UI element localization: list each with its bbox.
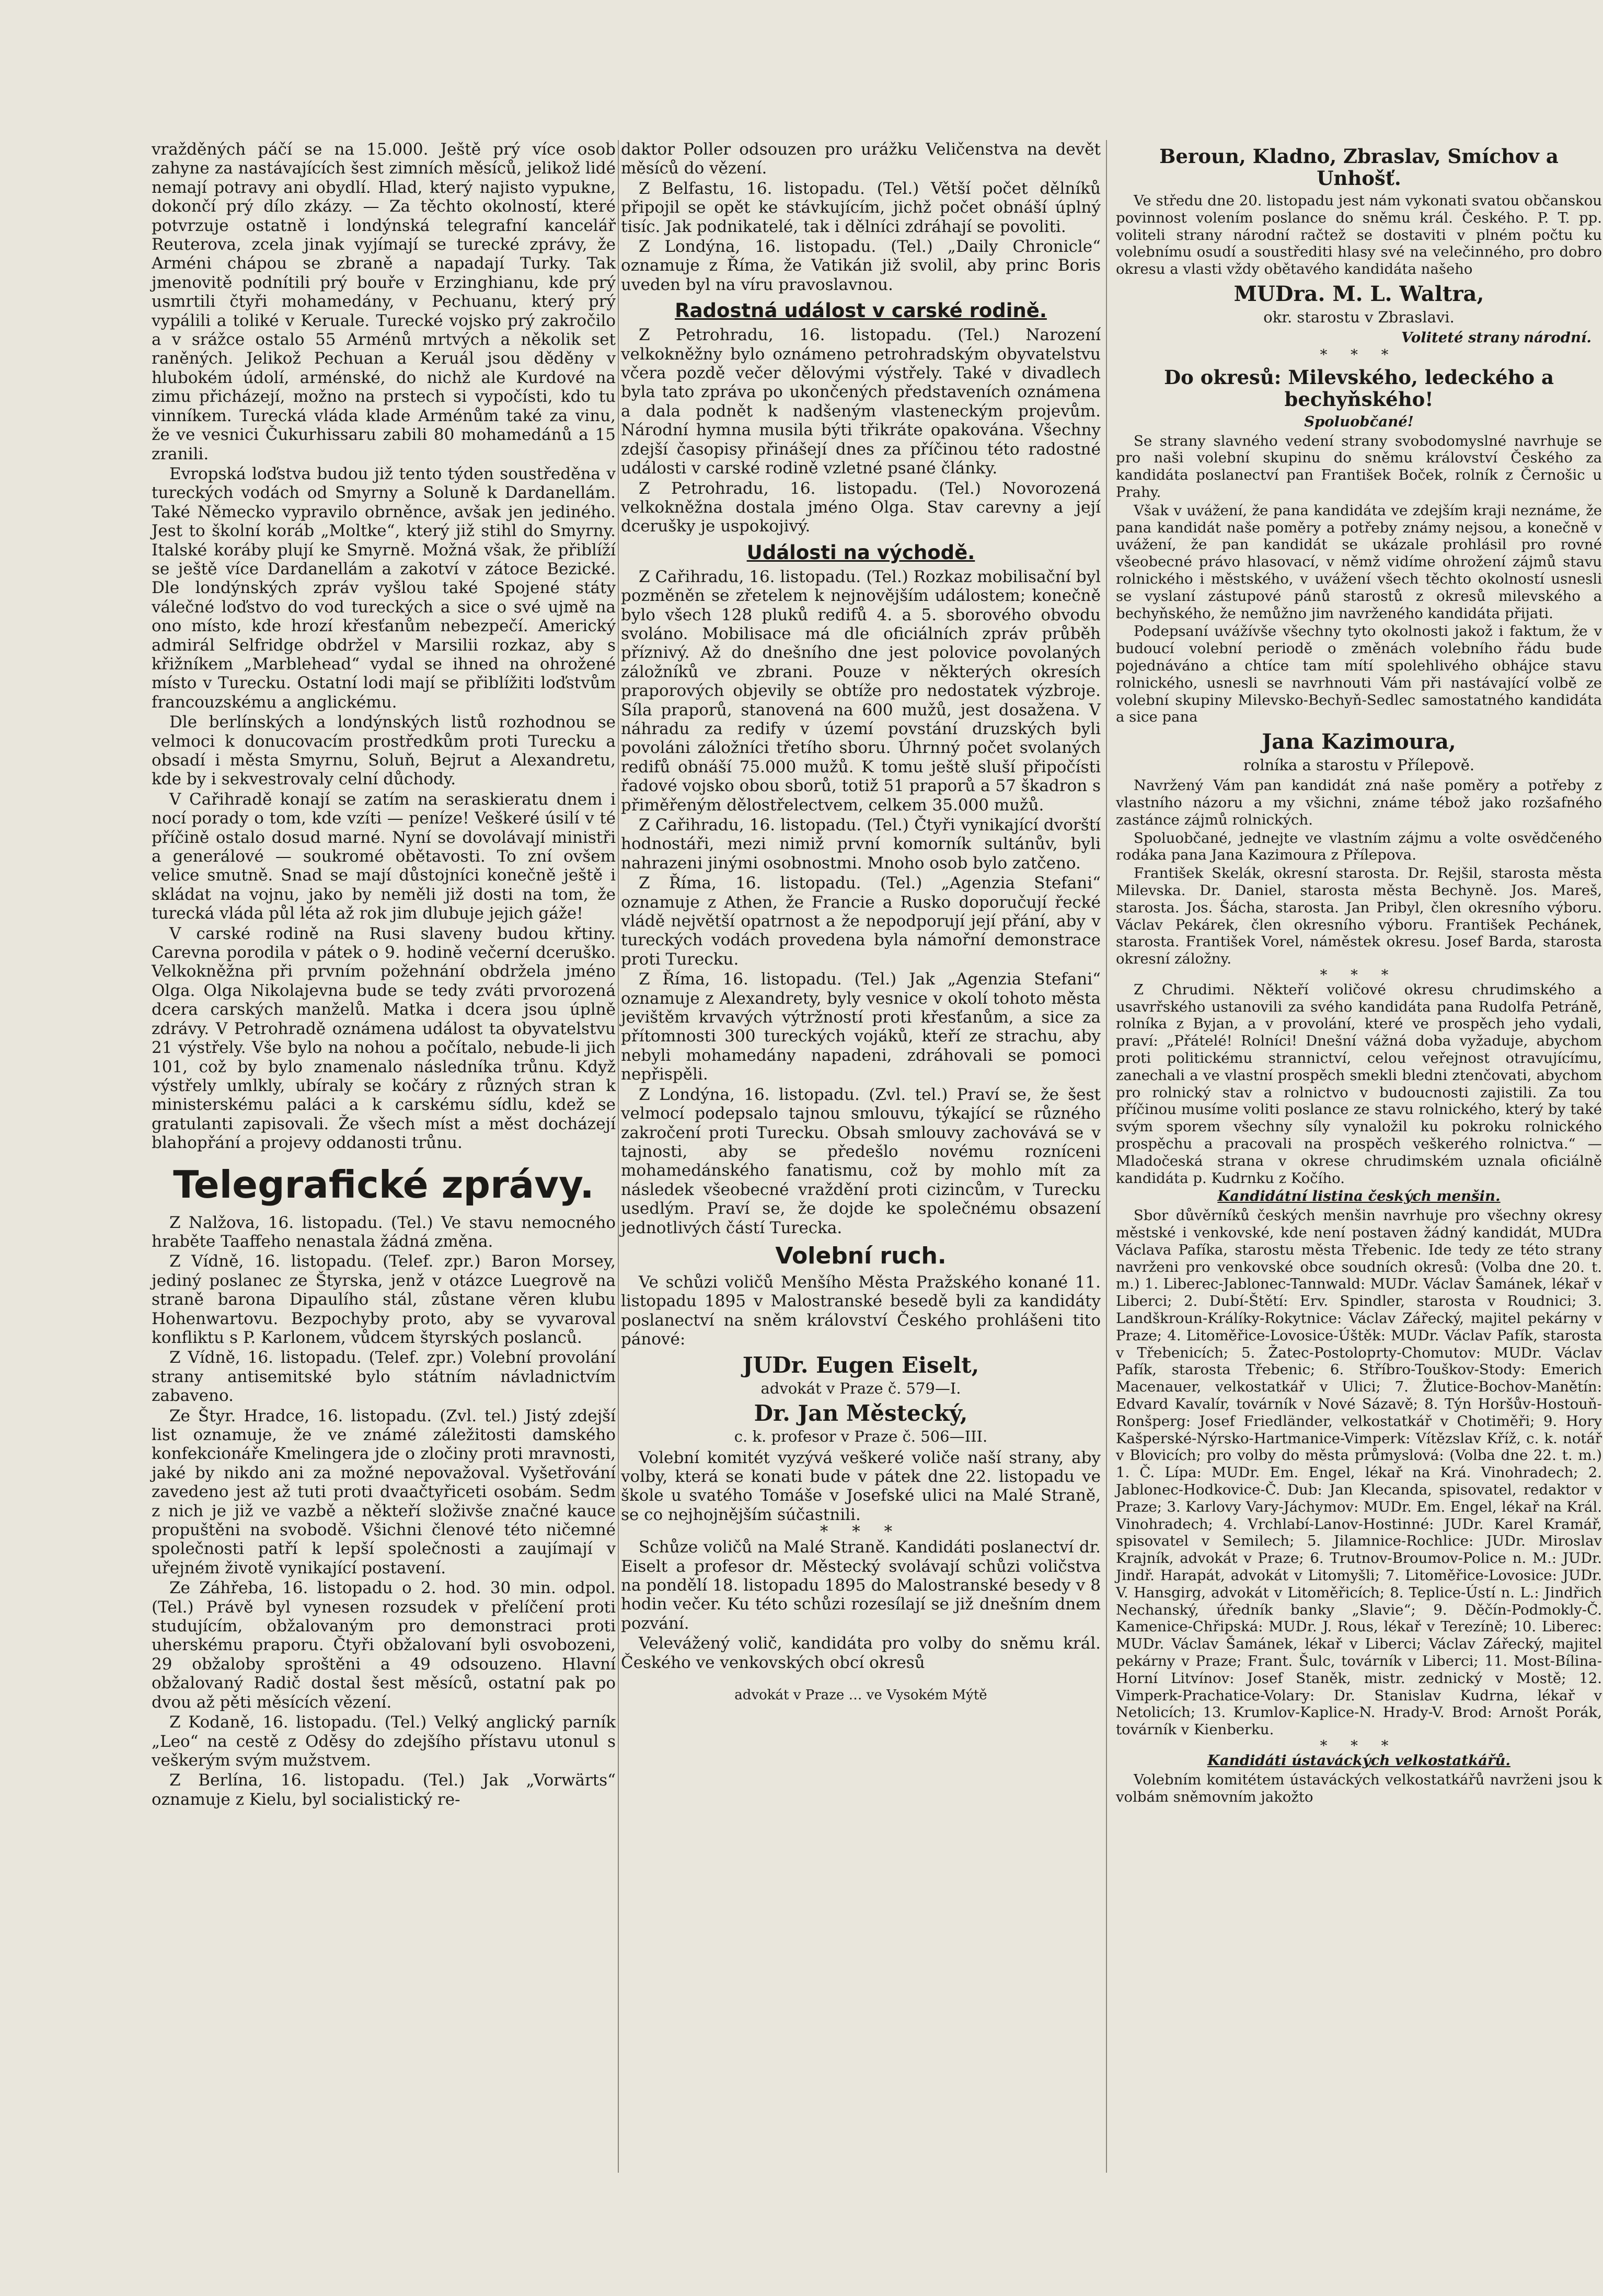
column-rule-2 [1106,140,1107,2173]
heading-telegraph-news: Telegrafické zprávy. [173,1162,594,1207]
heading-landowners: Kandidáti ústaváckých velkostatkářů. [1207,1752,1510,1769]
telegraph-item: Ze Záhřeba, 16. listopadu o 2. hod. 30 min. odpol. (Tel.) Právě byl vynesen rozsudek v přelíčení proti studujícím, obžalovaným pro demonstraci proti uherskému praporu. Čtyři obžalovaní byli osvobozeni, 29 obžaloby sproštěni a 49 odsouzeno. Hlavní obžalovaný Radič dostal šest měsíců, ostatní pak po dvou až pěti měsících vězení. [152,1579,616,1712]
appeal-text: Však v uvážení, že pana kandidáta ve zdejším kraji neznáme, že pana kandidát naše poměry a potřeby známy nejsou, a konečně v uvážení, že pan kandidát se ukázale prohlásil pro rovné všeobecné právo hlasovací, v němž vidíme ohrožení zájmů stavu rolnického i městského, v uvážení všech těchto okolností usnesli se vyslaní zástupové pánů starostů z okresů milevského a bechyňského, že nemůžno jim navrženého kandidáta přijati. [1116,502,1602,622]
news-item: Z Cařihradu, 16. listopadu. (Tel.) Čtyři vynikající dvorští hodnostáři, mezi nimiž první komorník sultánův, byli nahrazeni jinými osobnostmi. Mnoho osob bylo zatčeno. [621,816,1101,873]
bottom-line: advokát v Praze … ve Vysokém Mýtě [734,1687,987,1703]
column-2 [621,140,1101,1718]
heading-minority-list: Kandidátní listina českých menšin. [1217,1188,1501,1205]
election-intro: Ve schůzi voličů Menšího Města Pražského konané 11. listopadu 1895 v Malostranské besedě byli za kandidáty poslanectví na sněm království Českého prohlášeni tito pánové: [621,1272,1101,1349]
news-item: Z Cařihradu, 16. listopadu. (Tel.) Rozkaz mobilisační byl pozměněn se zřetelem k nejnovějším událostem; konečně bylo všech 128 pluků redifů 4. a 5. sborového obvodu svoláno. Mobilisace má dle oficiálních zpráv průběh příznivý. Až do dnešního dne jest polovice povolaných záložníků ve zbrani. Pouze v některých okresích praporových objevily se obtíže pro nedostatek výzbroje. Síla praporů, stanovená na 600 mužů, jest dosažena. V náhradu za redify v území povstání druzských byli povoláni záložníci třetího sboru. Úhrnný počet svolaných redifů obnáší 75.000 mužů. K tomu ještě sluší připočísti řadové vojsko obou sborů, totiž 51 praporů a 57 škadron s přiměřeným dělostřelectvem, celkem 35.000 mužů. [621,567,1101,815]
telegraph-item: Z Nalžova, 16. listopadu. (Tel.) Ve stavu nemocného hraběte Taaffeho nenastala žádná změna. [152,1213,616,1251]
heading-east-events: Události na východě. [746,541,975,564]
appeal-text: Ve středu dne 20. listopadu jest nám vykonati svatou občanskou povinnost volením poslance do sněmu král. Českého. P. T. pp. voliteli strany národní račtež se dostaviti v plném počtu ku volebnímu osudí a soustřediti hlasy své na velečinného, pro dobro okresu a vlasti vždy obětavého kandidáta našeho [1116,192,1602,278]
signature: Voliteté strany národní. [1401,329,1592,346]
article-berlin: Dle berlínských a londýnských listů rozhodnou se velmoci k donucovacím prostředkům proti Turecku a obsadí i města Smyrnu, Soluň, Bejrut a Alexandretu, kde by i sekvestrovaly celní důchody. [152,713,616,789]
appeal-text: Podepsaní uvážívše všechny tyto okolnosti jakož i faktum, že v budoucí volební periodě o změnách volebního řádu bude pojednáváno a chtíce tam mítí spolehlivého obhájce stavu rolnického, usnesli se navrhnouti Vám při nastávající volbě ze volební skupiny Milevsko-Bechyň-Sedlec samostatného kandidáta a sice pana [1116,623,1602,726]
column-3 [1116,140,1602,1806]
separator-stars: * * * [820,1522,902,1541]
appeal-text: Spoluobčané, jednejte ve vlastním zájmu a volte osvědčeného rodáka pana Jana Kazimoura z Přílepova. [1116,829,1602,864]
news-item: Z Londýna, 16. listopadu. (Zvl. tel.) Praví se, že šest velmocí podepsalo tajnou smlouvu, týkající se různého zakročení proti Turecku. Obsah smlouvy zachovává se v tajnosti, aby se předešlo novému rozníceni mohamedánského fanatismu, což by mohlo mít za následek všeobecné vraždění proti cizincům, v Turecku usedlým. Praví se, že dojde ke společnému obsazení jednotlivých částí Turecka. [621,1085,1101,1237]
news-item: Z Petrohradu, 16. listopadu. (Tel.) Narození velkokněžny bylo oznámeno petrohradským obyvatelstvu včera pozdě večer dělovými výstřely. Také v divadlech byla tato zpráva po ukončených představeních oznámena a dala podnět k nadšeným vlasteneckým projevům. Národní hymna musila býti třikráte opakována. Všechny zdejší časopisy přinášejí dnes za příčinou této radostné události v carské rodině vzletné psané články. [621,326,1101,478]
article-constantinople: V Cařihradě konají se zatím na seraskieratu dnem i nocí porady o tom, kde vzíti — peníze! Veškeré úsilí v té příčině ostalo dosud marné. Nyní se dovolávají ministři a generálové — soukromé obětavosti. To zní ovšem velice smutně. Snad se mají důstojníci konečně ještě i skládat na vojnu, jako by neměli již dosti na tom, že turecká vláda půl léta až rok jim dlubuje jejich gáže! [152,790,616,923]
heading-districts-beroun: Beroun, Kladno, Zbraslav, Smíchov a Unhošť. [1159,145,1559,190]
news-item: Z Belfastu, 16. listopadu. (Tel.) Větší počet dělníků připojil se opět ke stávkujícím, jichž počet obnáší úplný tisíc. Jak podnikatelé, tak i dělníci zdráhají se povoliti. [621,179,1101,236]
heading-districts-milevsko: Do okresů: Milevského, ledeckého a bechyňského! [1164,365,1554,411]
election-end: Velevážený volič, kandidáta pro volby do sněmu král. Českého ve venkovských obcí okresů [621,1634,1101,1672]
telegraph-item: Z Berlína, 16. listopadu. (Tel.) Jak „Vorwärts“ oznamuje z Kielu, byl socialistický re- [152,1771,616,1809]
landowners-text: Volebním komitétem ústaváckých velkostatkářů navrženi jsou k volbám sněmovním jakožto [1116,1771,1602,1805]
separator-stars: * * * [1320,1737,1398,1754]
news-item: daktor Poller odsouzen pro urážku Veličenstva na devět měsíců do vězení. [621,140,1101,178]
article-fleets: Evropská loďstva budou již tento týden soustředěna v tureckých vodách od Smyrny a Soluně k Dardanellám. Také Německo vypravilo obrněnce, avšak jen jediného. Jest to školní koráb „Moltke“, který již stihl do Smyrny. Italské koráby plují ke Smyrně. Možná však, že přiblíží se ještě více Dardanellám a zakotví v zátoce Bezické. Dle londýnských zpráv vyšlou také Spojené státy válečné loďstvo do vod tureckých a sice o své ujmě na ono místo, kde hrozí křesťanům nebezpečí. Americký admirál Selfridge obdržel v Marsilii rozkaz, aby s křižníkem „Marblehead“ vydal se ihned na ohrožené místo v Turecku. Ostatní lodi mají se přiblížiti loďstvům francouzskému a anglickému. [152,464,616,712]
candidate-title: advokát v Praze č. 579—I. [760,1379,961,1397]
separator-stars: * * * [1320,346,1398,363]
telegraph-item: Z Vídně, 16. listopadu. (Telef. zpr.) Baron Morsey, jediný poslanec ze Štyrska, jenž v otázce Luegrově na straně barona Dipaulího stál, zůstane věren klubu Hohenwartovu. Bezpochyby proto, aby se vyvaroval konfliktu s P. Karlonem, vůdcem štyrských poslanců. [152,1252,616,1347]
candidate-title: c. k. profesor v Praze č. 506—III. [734,1427,988,1445]
appeal-chrudim: Z Chrudimi. Někteří voličové okresu chrudimského a usavrřského ustanovili za svého kandidáta pana Rudolfa Petráně, rolníka z Byjan, a v provolání, které ve prospěch jeho vydali, praví: „Přátelé! Rolníci! Dnešní vážná doba vyžaduje, abychom proti politickému strannictví, celou veřejnost otravujícímu, zanechali a ve vlastní prospěch smekli bledni ztenčovati, abychom pro rolnický stav a rolnictvo v budoucnosti zajistili. Za tou příčinou musíme voliti poslance ze stavu rolnického, který by také svým sporem všechny síly vynaložil ku pokroku rolnického prospěchu a pracovali na prospěch veškerého rolnictva.“ — Mladočeská strana v okrese chrudimském uznala oficiálně kandidáta p. Kudrnku z Kočího. [1116,981,1602,1187]
news-item: Z Londýna, 16. listopadu. (Tel.) „Daily Chronicle“ oznamuje z Říma, že Vatikán již svolil, aby princ Boris uveden byl na víru pravoslavnou. [621,237,1101,294]
candidate-name: Jana Kazimoura, [1262,729,1456,755]
article-armenia: vražděných páčí se na 15.000. Ještě prý více osob zahyne za nastávajících šest zimních měsíců, jelikož lidé nemají potravy ani obydlí. Hlad, který najisto vypukne, dokončí prý dílo zkázy. — Za těchto okolností, které potvrzuje ostatně i londýnská telegrafní kancelář Reuterova, zcela jinak vyjímají se turecké zprávy, že Arméni chápou se zbraně a napadají Turky. Tak jmenovitě podnítili prý bouře v Erzinghianu, kde prý usmrtili čtyři mohamedány, v Pechuanu, který prý vypálili a toliké v Keruale. Turecké vojsko prý zakročilo a v srážce ostalo 55 Arménů mrtvých a několik set raněných. Jelikož Pechuan a Keruál jsou děděny v hlubokém údolí, arménské, do nichž ale Kurdové na zimu přicházejí, možno na prstech si vypočísti, kdo tu vinníkem. Turecká vláda klade Arménům také za vinu, že ve vesnici Čukurhissaru zabili 80 mohamedánů a 15 zranili. [152,140,616,463]
appeal-text: Navržený Vám pan kandidát zná naše poměry a potřeby z vlastního názoru a my všichni, známe tébož jako rozšafného zastánce zájmů rolnických. [1116,777,1602,828]
heading-tsar-family: Radostná událost v carské rodině. [675,299,1047,322]
election-committee: Volební komitét vyzývá veškeré voliče naší strany, aby volby, která se konati bude v pátek dne 22. listopadu ve škole u svatého Tomáše v Josefské ulici na Malé Straně, se co nejhojnějším súčastnili. [621,1448,1101,1524]
column-1 [152,140,616,1810]
news-item: Z Petrohradu, 16. listopadu. (Tel.) Novorozená velkokněžna dostala jméno Olga. Stav carevny a její dcerušky je uspokojivý. [621,479,1101,536]
news-item: Z Říma, 16. listopadu. (Tel.) Jak „Agenzia Stefani“ oznamuje z Alexandrety, byly vesnice v okolí tohoto města jevištěm krvavých výtržností proti křesťanům, a sice za přítomnosti 300 tureckých vojáků, kteří ze strachu, aby nebyli mohamedány napadeni, zdráhovali se pomoci nepřispěli. [621,970,1101,1084]
separator-stars: * * * [1320,966,1398,983]
candidate-title: okr. starostu v Zbraslavi. [1263,308,1455,326]
article-russia: V carské rodině na Rusi slaveny budou křtiny. Carevna porodila v pátek o 9. hodině večerní dceruško. Velkokněžna při prvním požehnání obdržela jméno Olga. Olga Nikolajevna bude se tedy zváti prvorozená dcera carských manželů. Matka i dcera jsou úplně zdrávy. V Petrohradě oznámena událost ta obyvatelstvu 21 výstřely. Vše bylo na nohou a počítalo, nebude-li jich 101, což by bylo znamenalo následníka trůnu. Když výstřely umlkly, ubíraly se kočáry z různých stran k ministerskému paláci a k carskému sídlu, kdež se gratulanti zapisovali. Že všech míst a měst docházejí blahopřání a projevy oddanosti trůnu. [152,924,616,1153]
candidate-title: rolníka a starostu v Přílepově. [1243,756,1475,774]
candidate-list: Sbor důvěrníků českých menšin navrhuje pro všechny okresy městské i venkovské, kde není postaven žádný kandidát, MUDra Václava Pafíka, starostu města Třebenic. Ide tedy ze této strany navrženi pro venkovské obce soudních okresů: (Volba dne 20. t. m.) 1. Liberec-Jablonec-Tannwald: MUDr. Václav Šamánek, lékař v Liberci; 2. Dubí-Štětí: Erv. Spindler, starosta v Roudnici; 3. Landškroun-Králíky-Rokytnice: Václav Zářecký, majitel pekárny v Praze; 4. Litoměřice-Lovosice-Úštěk: MUDr. Václav Pafík, starosta v Třebenicích; 5. Žatec-Postoloprty-Chomutov: MUDr. Václav Pafík, starosta Třebenic; 6. Stříbro-Touškov-Stody: Emerich Macenauer, velkostatkář v Ulici; 7. Žlutice-Bochov-Manětín: Edvard Kavalír, továrník v Nové Sázavě; 8. Týn Horšův-Hostouň-Ronšperg: Josef Friedländer, velkostatkář v Chotiměři; 9. Hory Kašperské-Nýrsko-Hartmanice-Vimperk: Vítězslav Kříž, c. k. notář v Blovicích; pro volby do města průmyslová: (Volba dne 22. t. m.) 1. Č. Lípa: MUDr. Em. Engel, lékař na Krá. Vinohradech; 2. Jablonec-Hodkovice-Č. Dub: Jan Klecanda, spisovatel, redaktor v Praze; 3. Karlovy Vary-Jáchymov: MUDr. Em. Engel, lékař na Král. Vinohradech; 4. Vrchlabí-Lanov-Hostinné: JUDr. Karel Kramář, spisovatel v Semilech; 5. Jilamnice-Rochlice: JUDr. Miroslav Krajník, advokát v Praze; 6. Trutnov-Broumov-Police n. M.: JUDr. Jindř. Harapát, advokát v Litomyšli; 7. Litoměřice-Lovosice: JUDr. V. Hansgirg, advokát v Litoměřicích; 8. Teplice-Ústí n. L.: Jindřich Nechanský, úředník banky „Slavie“; 9. Děčín-Podmokly-Č. Kamenice-Chřipská: MUDr. J. Rous, lékař v Terezíně; 10. Liberec: MUDr. Václav Šamánek, lékař v Liberci; Václav Zářecký, majitel pekárny v Praze; Frant. Šulc, továrník v Liberci; 11. Most-Bílina-Horní Litvínov: Josef Staněk, mistr. zednický v Mostě; 12. Vimperk-Prachatice-Volary: Dr. Stanislav Kudrna, lékař v Netolicích; 13. Krumlov-Kaplice-N. Hrady-V. Brod: Arnošt Porák, továrník v Kienberku. [1116,1207,1602,1738]
salutation: Spoluobčané! [1304,413,1414,430]
telegraph-item: Ze Štyr. Hradce, 16. listopadu. (Zvl. tel.) Jistý zdejší list oznamuje, že ve známé záležitosti damského konfekcionáře Kmelingera jde o zločiny proti mravnosti, jaké by nikdo ani za možné nepovažoval. Vyšetřování zavedeno jest až tuti proti dvaačtyřiceti osobám. Sedm z nich je již ve vazbě a někteří složivše značné kauce propuštěni na svobodě. Všichni členové této ničemné společnosti patří k lepší společnosti a zaujímají v uřejném životě vynikající postavení. [152,1406,616,1578]
appeal-text: Se strany slavného vedení strany svobodomyslné navrhuje se pro naši volební skupinu do sněmu království Českého za kandidáta poslanectví pan František Boček, rolník z Černošic u Prahy. [1116,432,1602,501]
election-meeting: Schůze voličů na Malé Straně. Kandidáti poslanectví dr. Eiselt a profesor dr. Městecký svolávají schůzi voličstva na pondělí 18. listopadu 1895 do Malostranské besedy v 8 hodin večer. Ku této schůzi rozesílají se již dnešním dnem pozvání. [621,1538,1101,1633]
signatories: František Skelák, okresní starosta. Dr. Rejšil, starosta města Milevska. Dr. Daniel, starosta města Bechyně. Jos. Mareš, starosta. Jos. Šácha, starosta. Jan Pribyl, člen okresního výboru. Václav Pekárek, člen okresního výboru. František Pechánek, starosta. František Vorel, náměstek okresu. Josef Barda, starosta okresní záložny. [1116,865,1602,968]
column-rule-1 [618,140,619,2173]
candidate-name: Dr. Jan Městecký, [754,1400,968,1426]
news-item: Z Říma, 16. listopadu. (Tel.) „Agenzia Stefani“ oznamuje z Athen, že Francie a Rusko doporučují řecké vládě největší opatrnost a že nepodporují její přání, aby v tureckých vodách provedena byla námořní demonstrace proti Turecku. [621,874,1101,969]
telegraph-item: Z Kodaně, 16. listopadu. (Tel.) Velký anglický parník „Leo“ na cestě z Oděsy do zdejšího přístavu utonul s veškerým svým mužstvem. [152,1713,616,1770]
telegraph-item: Z Vídně, 16. listopadu. (Telef. zpr.) Volební provolání strany antisemitské bylo státním návladnictvím zabaveno. [152,1348,616,1406]
candidate-name: JUDr. Eugen Eiselt, [742,1352,979,1378]
heading-election: Volební ruch. [775,1242,947,1269]
candidate-name: MUDra. M. L. Waltra, [1233,281,1484,306]
